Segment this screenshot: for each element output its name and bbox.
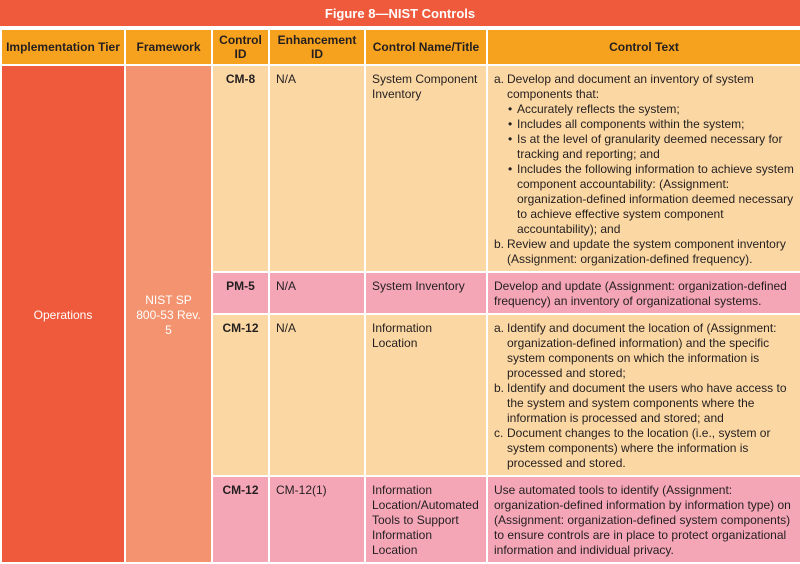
header-framework: Framework bbox=[125, 29, 212, 65]
enhancement-id-cell: N/A bbox=[269, 314, 365, 476]
control-name-cell: Information Location/Automated Tools to Support Information Location bbox=[365, 476, 487, 563]
enhancement-id-cell: N/A bbox=[269, 272, 365, 314]
implementation-tier-cell: Operations bbox=[1, 65, 125, 563]
control-text-list bbox=[494, 72, 794, 267]
list-marker: b. bbox=[494, 381, 505, 395]
list-item-text: Develop and document an inventory of system components that: bbox=[507, 72, 754, 101]
enhancement-id-cell: CM-12(1) bbox=[269, 476, 365, 563]
control-id-cell: CM-8 bbox=[212, 65, 269, 272]
control-text-cell bbox=[487, 65, 800, 272]
table-row bbox=[1, 65, 800, 272]
control-text-cell: Develop and update (Assignment: organization-defined frequency) an inventory of organizational systems. bbox=[487, 272, 800, 314]
control-id-cell: PM-5 bbox=[212, 272, 269, 314]
figure-title: Figure 8—NIST Controls bbox=[0, 0, 800, 28]
list-marker: a. bbox=[494, 321, 505, 335]
header-implementation-tier: Implementation Tier bbox=[1, 29, 125, 65]
framework-cell: NIST SP 800-53 Rev. 5 bbox=[125, 65, 212, 563]
control-text-cell: Use automated tools to identify (Assignment: organization-defined information by information type) on (Assignment: organization-defined system components) to ensure controls are in place to protect organizational information and individual privacy. bbox=[487, 476, 800, 563]
list-item bbox=[494, 381, 794, 426]
header-control-name: Control Name/Title bbox=[365, 29, 487, 65]
control-name-cell: Information Location bbox=[365, 314, 487, 476]
header-enhancement-id: Enhancement ID bbox=[269, 29, 365, 65]
control-id-cell: CM-12 bbox=[212, 314, 269, 476]
list-item-text: Document changes to the location (i.e., system or system components) where the information is processed and stored. bbox=[507, 426, 771, 470]
list-item-text: Review and update the system component inventory (Assignment: organization-defined frequency). bbox=[507, 237, 786, 266]
control-text-list bbox=[494, 321, 794, 471]
list-item bbox=[494, 237, 794, 267]
header-control-id: Control ID bbox=[212, 29, 269, 65]
list-marker: a. bbox=[494, 72, 505, 86]
bullet-item: • Includes all components within the system; bbox=[507, 117, 794, 132]
header-row bbox=[1, 29, 800, 65]
enhancement-id-cell: N/A bbox=[269, 65, 365, 272]
list-item-text: Identify and document the location of (Assignment: organization-defined information) and the specific system components on which the information is processed and stored; bbox=[507, 321, 777, 380]
list-marker: c. bbox=[494, 426, 504, 440]
bullet-item: • Is at the level of granularity deemed necessary for tracking and reporting; and bbox=[507, 132, 794, 162]
header-control-text: Control Text bbox=[487, 29, 800, 65]
list-item bbox=[494, 426, 794, 471]
nist-controls-table bbox=[0, 28, 800, 564]
control-text-cell bbox=[487, 314, 800, 476]
list-marker: b. bbox=[494, 237, 505, 251]
bullet-list bbox=[507, 102, 794, 237]
control-name-cell: System Inventory bbox=[365, 272, 487, 314]
control-id-cell: CM-12 bbox=[212, 476, 269, 563]
control-name-cell: System Component Inventory bbox=[365, 65, 487, 272]
bullet-item: • Includes the following information to achieve system component accountability: (Assignment: organization-defined information deemed necessary to achieve effective system component accountability); and bbox=[507, 162, 794, 237]
bullet-item: • Accurately reflects the system; bbox=[507, 102, 794, 117]
list-item-text: Identify and document the users who have access to the system and system components where the information is processed and stored; and bbox=[507, 381, 787, 425]
list-item bbox=[494, 72, 794, 237]
list-item bbox=[494, 321, 794, 381]
